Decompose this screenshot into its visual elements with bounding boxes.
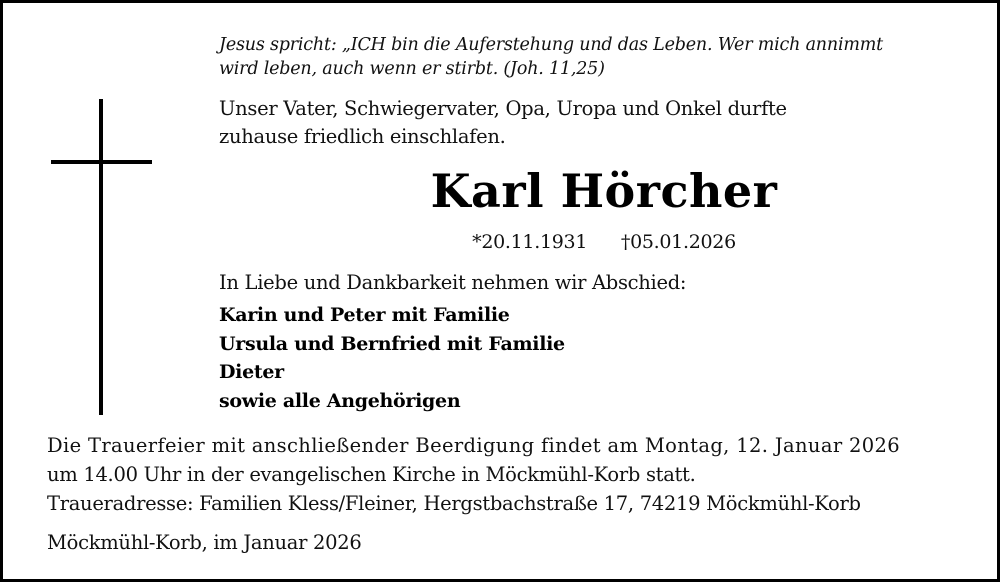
- life-dates: [219, 228, 959, 256]
- funeral-service-info: [47, 431, 967, 518]
- intro-line: Unser Vater, Schwiegervater, Opa, Uropa und Onkel durfte: [219, 97, 787, 120]
- service-line: Die Trauerfeier mit anschließender Beerdigung findet am Montag, 12. Januar 2026: [47, 434, 901, 457]
- service-address: Traueradresse: Familien Kless/Fleiner, Hergstbachstraße 17, 74219 Möckmühl-Korb: [47, 492, 861, 515]
- mourner-item: Dieter: [219, 361, 284, 383]
- service-line: um 14.00 Uhr in der evangelischen Kirche in Möckmühl-Korb statt.: [47, 463, 696, 486]
- mourner-item: sowie alle Angehörigen: [219, 389, 461, 412]
- place-and-date: Möckmühl-Korb, im Januar 2026: [47, 531, 362, 554]
- birth-date: *20.11.1931: [472, 231, 588, 253]
- farewell-line: In Liebe und Dankbarkeit nehmen wir Abschied:: [219, 271, 687, 294]
- intro-text: [219, 95, 959, 151]
- mourner-item: Ursula und Bernfried mit Familie: [219, 332, 565, 355]
- intro-line: zuhause friedlich einschlafen.: [219, 125, 506, 148]
- quote-line: Jesus spricht: „ICH bin die Auferstehung und das Leben. Wer mich annimmt: [219, 35, 883, 55]
- death-date: †05.01.2026: [620, 231, 736, 253]
- mourner-item: Karin und Peter mit Familie: [219, 304, 510, 326]
- deceased-name: Karl Hörcher: [430, 164, 778, 218]
- quote-line: wird leben, auch wenn er stirbt. (Joh. 11,25): [219, 59, 605, 79]
- cross-vertical-bar: [99, 99, 103, 415]
- bible-quote: [219, 33, 979, 81]
- cross-horizontal-bar: [51, 160, 152, 164]
- mourners-list: [219, 301, 959, 415]
